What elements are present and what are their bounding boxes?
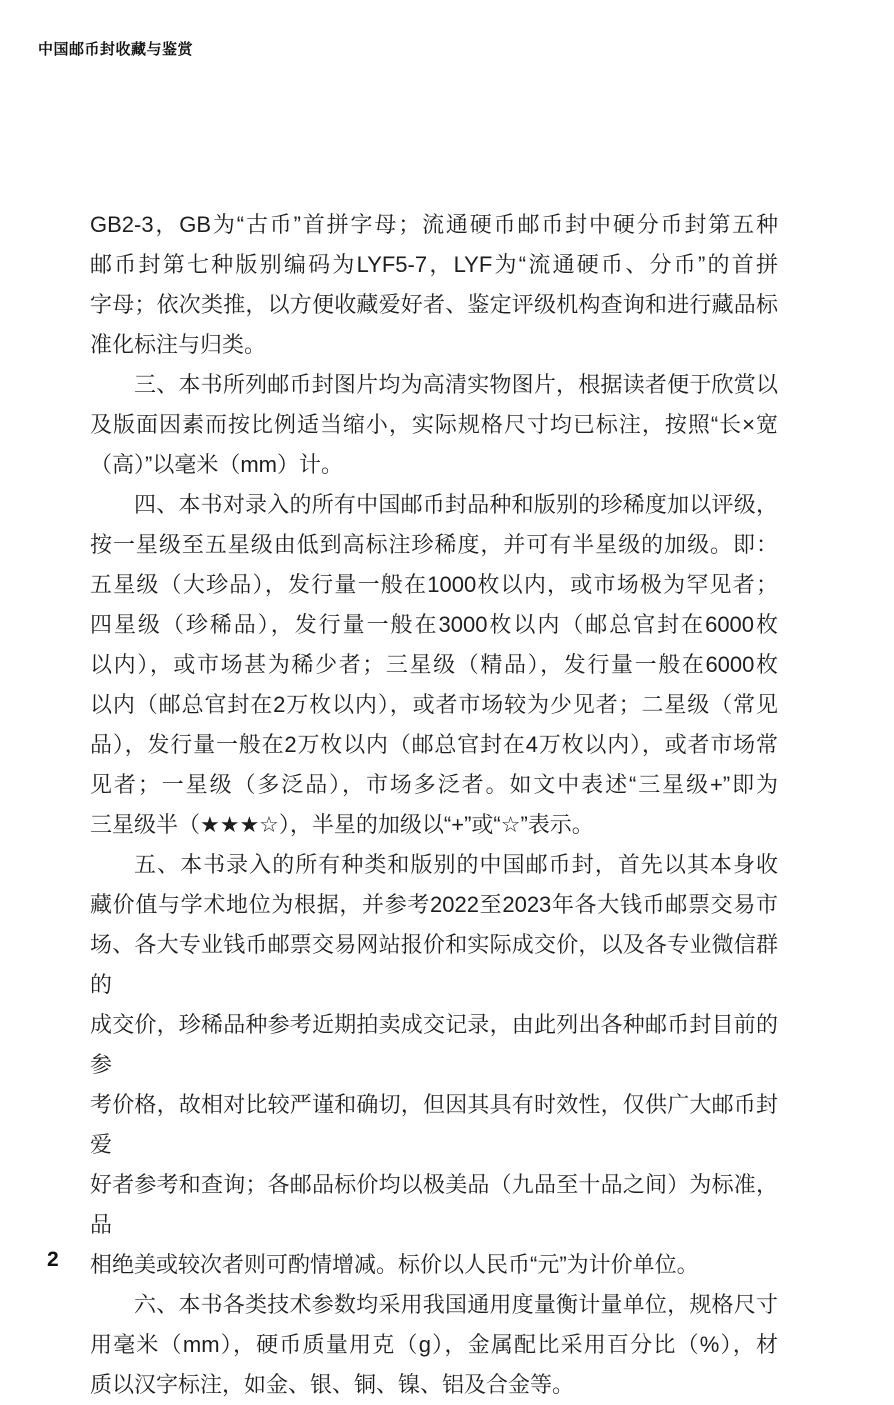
page-number: 2 bbox=[47, 1248, 59, 1271]
running-header: 中国邮币封收藏与鉴赏 bbox=[38, 41, 194, 58]
text-line: 好者参考和查询；各邮品标价均以极美品（九品至十品之间）为标准，品 bbox=[90, 1172, 778, 1237]
text-line: 三、本书所列邮币封图片均为高清实物图片，根据读者便于欣赏以 bbox=[134, 372, 778, 397]
text-line: 场、各大专业钱币邮票交易网站报价和实际成交价，以及各专业微信群的 bbox=[90, 932, 778, 997]
text-line: 以内），或市场甚为稀少者；三星级（精品），发行量一般在6000枚 bbox=[90, 652, 778, 677]
text-line: 按一星级至五星级由低到高标注珍稀度，并可有半星级的加级。即： bbox=[90, 532, 778, 557]
text-line: 六、本书各类技术参数均采用我国通用度量衡计量单位，规格尺寸 bbox=[134, 1292, 778, 1317]
text-line: 准化标注与归类。 bbox=[90, 332, 267, 357]
text-line: 五、本书录入的所有种类和版别的中国邮币封，首先以其本身收 bbox=[134, 852, 778, 877]
text-line: 藏价值与学术地位为根据，并参考2022至2023年各大钱币邮票交易市 bbox=[90, 892, 778, 917]
text-line: 考价格，故相对比较严谨和确切，但因其具有时效性，仅供广大邮币封爱 bbox=[90, 1092, 778, 1157]
text-line: 相绝美或较次者则可酌情增减。标价以人民币“元”为计价单位。 bbox=[90, 1252, 699, 1277]
text-line: 五星级（大珍品），发行量一般在1000枚以内，或市场极为罕见者； bbox=[90, 572, 778, 597]
text-line: 四星级（珍稀品），发行量一般在3000枚以内（邮总官封在6000枚 bbox=[90, 612, 778, 637]
text-line: （高）”以毫米（mm）计。 bbox=[90, 452, 343, 477]
text-line: 四、本书对录入的所有中国邮币封品种和版别的珍稀度加以评级， bbox=[134, 492, 778, 517]
text-line: 邮币封第七种版别编码为LYF5-7，LYF为“流通硬币、分币”的首拼 bbox=[90, 252, 778, 277]
text-line: 成交价，珍稀品种参考近期拍卖成交记录，由此列出各种邮币封目前的参 bbox=[90, 1012, 778, 1077]
text-line: 以内（邮总官封在2万枚以内），或者市场较为少见者；二星级（常见 bbox=[90, 692, 778, 717]
text-line: 品），发行量一般在2万枚以内（邮总官封在4万枚以内），或者市场常 bbox=[90, 732, 778, 757]
text-line: 用毫米（mm），硬币质量用克（g），金属配比采用百分比（%），材 bbox=[90, 1332, 778, 1357]
text-line: 三星级半（★★★☆），半星的加级以“+”或“☆”表示。 bbox=[90, 812, 594, 837]
text-line: GB2-3，GB为“古币”首拼字母；流通硬币邮币封中硬分币封第五种 bbox=[90, 212, 778, 237]
body-text bbox=[90, 205, 778, 1405]
text-line: 见者；一星级（多泛品），市场多泛者。如文中表述“三星级+”即为 bbox=[90, 772, 778, 797]
text-line: 及版面因素而按比例适当缩小，实际规格尺寸均已标注，按照“长×宽 bbox=[90, 412, 778, 437]
text-line: 质以汉字标注，如金、银、铜、镍、铝及合金等。 bbox=[90, 1372, 575, 1397]
text-line: 字母；依次类推，以方便收藏爱好者、鉴定评级机构查询和进行藏品标 bbox=[90, 292, 778, 317]
